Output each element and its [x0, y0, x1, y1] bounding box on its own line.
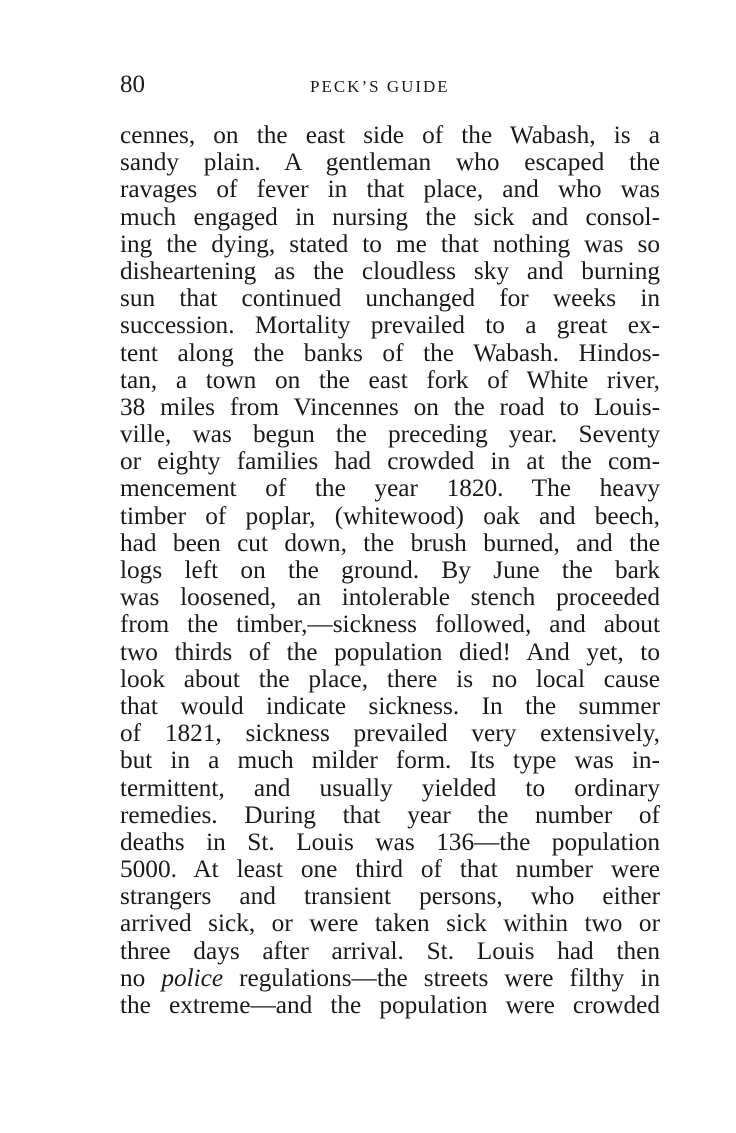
text-line-19: from the timber,—sickness followed, and about: [120, 611, 660, 639]
text-line-16: had been cut down, the brush burned, and the: [120, 529, 660, 557]
text-line-31: three days after arrival. St. Louis had then: [120, 937, 660, 965]
text-line-11: 38 miles from Vincennes on the road to Louis-: [120, 393, 660, 421]
text-line-27: deaths in St. Louis was 136—the population: [120, 828, 660, 856]
text-line-21: look about the place, there is no local cause: [120, 665, 660, 693]
text-line-25: termittent, and usually yielded to ordinary: [120, 774, 660, 802]
text-line-3: ravages of fever in that place, and who was: [120, 176, 660, 204]
text-line-8: succession. Mortality prevailed to a great ex-: [120, 312, 660, 340]
text-line-32-end: regulations—the streets were filthy in: [223, 964, 660, 992]
text-line-6: disheartening as the cloudless sky and burning: [120, 257, 660, 285]
text-line-1: cennes, on the east side of the Wabash, is a: [120, 122, 660, 149]
italic-word-police: police: [161, 964, 224, 992]
text-line-24: but in a much milder form. Its type was in-: [120, 747, 660, 775]
text-line-30: arrived sick, or were taken sick within two or: [120, 910, 660, 938]
text-line-23: of 1821, sickness prevailed very extensively,: [120, 720, 660, 748]
text-line-15: timber of poplar, (whitewood) oak and beech,: [120, 502, 660, 530]
page-number: 80: [120, 71, 145, 98]
text-line-17: logs left on the ground. By June the bark: [120, 557, 660, 584]
text-line-22: that would indicate sickness. In the summer: [120, 692, 660, 720]
text-line-33: the extreme—and the population were crowded: [120, 992, 660, 1019]
text-line-18: was loosened, an intolerable stench proceeded: [120, 584, 660, 612]
text-line-26: remedies. During that year the number of: [120, 801, 660, 829]
text-line-12: ville, was begun the preceding year. Seventy: [120, 421, 660, 449]
text-line-32-start: no: [120, 964, 162, 992]
text-line-13: or eighty families had crowded in at the com-: [120, 448, 660, 476]
text-line-28: 5000. At least one third of that number were: [120, 856, 660, 884]
text-line-10: tan, a town on the east fork of White river,: [120, 366, 660, 394]
text-line-9: tent along the banks of the Wabash. Hindos-: [120, 339, 660, 367]
text-line-29: strangers and transient persons, who either: [120, 883, 660, 911]
text-line-32: [120, 965, 660, 992]
body-text: [120, 122, 660, 1019]
text-line-4: much engaged in nursing the sick and consol-: [120, 203, 660, 231]
text-line-5: ing the dying, stated to me that nothing was so: [120, 230, 660, 258]
text-line-20: two thirds of the population died! And yet, to: [120, 638, 660, 666]
text-line-2: sandy plain. A gentleman who escaped the: [120, 149, 660, 177]
running-head: PECK’S GUIDE: [310, 77, 450, 96]
text-line-7: sun that continued unchanged for weeks in: [120, 285, 660, 313]
text-line-14: mencement of the year 1820. The heavy: [120, 475, 660, 503]
